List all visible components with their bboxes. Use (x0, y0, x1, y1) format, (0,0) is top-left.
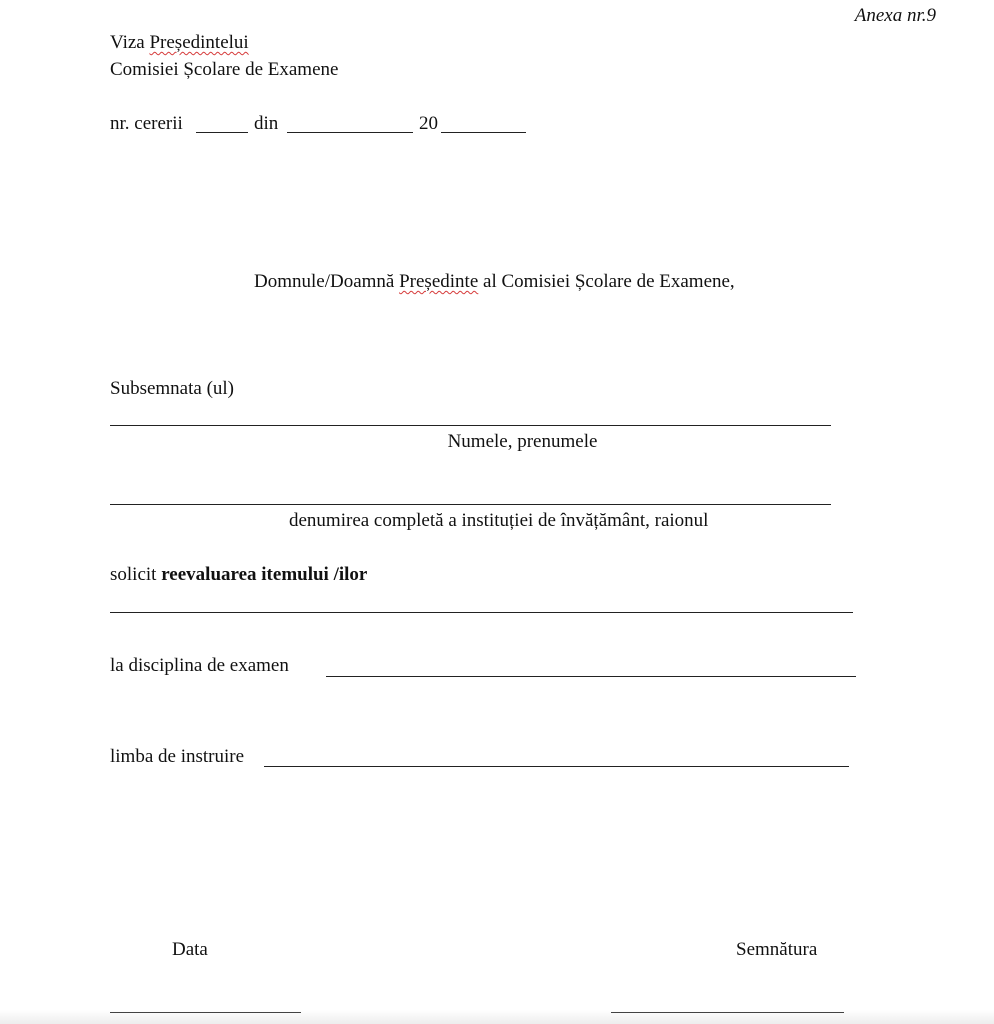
request-number-blank[interactable] (196, 132, 248, 133)
salutation-president-word: Președinte (399, 271, 479, 292)
signature-label: Semnătura (736, 939, 818, 960)
president-visa-label (110, 32, 249, 55)
language-blank[interactable] (264, 766, 849, 767)
annex-number: Anexa nr.9 (854, 5, 936, 26)
request-statement-bold: reevaluarea itemului /ilor (161, 564, 368, 585)
institution-caption: denumirea completă a instituției de învățământ, raionul (289, 510, 709, 531)
request-year-blank[interactable] (441, 132, 526, 133)
request-statement-text: solicit (110, 564, 162, 585)
salutation-prefix: Domnule/Doamnă (254, 271, 400, 292)
date-label: Data (172, 939, 208, 960)
full-name-blank[interactable] (110, 425, 831, 426)
items-blank[interactable] (110, 612, 853, 613)
request-date-label: din (254, 113, 279, 134)
institution-blank[interactable] (110, 504, 831, 505)
language-label: limba de instruire (110, 746, 245, 767)
salutation (254, 271, 735, 294)
request-number-row (110, 113, 183, 136)
request-number-label: nr. cererii (110, 113, 183, 134)
undersigned-label: Subsemnata (ul) (110, 378, 235, 399)
salutation-suffix: al Comisiei Școlare de Examene, (478, 271, 735, 292)
commission-label: Comisiei Școlare de Examene (110, 59, 339, 80)
request-date-blank[interactable] (287, 132, 413, 133)
president-word: Președintelui (149, 32, 249, 53)
request-year-prefix: 20 (419, 113, 438, 134)
request-statement (110, 564, 367, 587)
full-name-caption: Numele, prenumele (447, 431, 598, 452)
page-bottom-shade (0, 1010, 994, 1024)
visa-word: Viza (110, 32, 150, 53)
discipline-label: la disciplina de examen (110, 655, 289, 676)
discipline-blank[interactable] (326, 676, 856, 677)
